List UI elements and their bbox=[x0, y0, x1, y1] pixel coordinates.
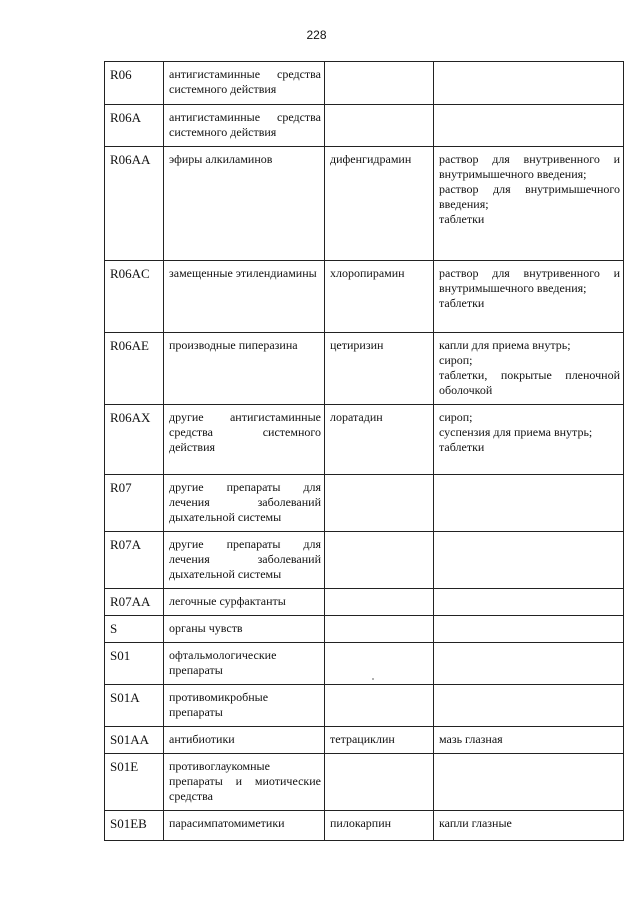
atc-group-cell: другие препараты для лечения заболеваний дыхательной системы bbox=[164, 475, 325, 532]
atc-group-cell: эфиры алкиламинов bbox=[164, 147, 325, 261]
atc-code-cell: R07AA bbox=[105, 589, 164, 616]
drug-name-cell: цетиризин bbox=[325, 333, 434, 405]
atc-code-cell: S01A bbox=[105, 685, 164, 727]
table-row bbox=[105, 62, 624, 105]
table-row bbox=[105, 405, 624, 475]
dosage-forms-cell bbox=[434, 685, 624, 727]
dosage-forms-cell bbox=[434, 105, 624, 147]
atc-group-cell: другие антигистаминные средства системного действия bbox=[164, 405, 325, 475]
drug-name-cell bbox=[325, 475, 434, 532]
atc-table-body bbox=[105, 62, 624, 841]
table-row bbox=[105, 475, 624, 532]
dosage-forms-cell bbox=[434, 616, 624, 643]
dosage-forms-cell bbox=[434, 62, 624, 105]
atc-code-cell: S bbox=[105, 616, 164, 643]
atc-group-cell: противомикробные препараты bbox=[164, 685, 325, 727]
dosage-form-line: мазь глазная bbox=[439, 732, 503, 746]
atc-code-cell: R06AC bbox=[105, 261, 164, 333]
drug-name-cell: лоратадин bbox=[325, 405, 434, 475]
atc-code-cell: S01EB bbox=[105, 811, 164, 841]
atc-group-cell: производные пиперазина bbox=[164, 333, 325, 405]
table-row bbox=[105, 616, 624, 643]
dosage-forms-cell bbox=[434, 405, 624, 475]
dosage-form-line: таблетки bbox=[439, 212, 485, 226]
dosage-forms-cell bbox=[434, 475, 624, 532]
table-row bbox=[105, 727, 624, 754]
dosage-form-line: капли глазные bbox=[439, 816, 512, 830]
drug-name-cell bbox=[325, 105, 434, 147]
dosage-form-line: раствор для внутримышечного введения; bbox=[439, 182, 620, 211]
dosage-forms-cell bbox=[434, 643, 624, 685]
atc-code-cell: R06AX bbox=[105, 405, 164, 475]
dosage-forms-cell bbox=[434, 261, 624, 333]
atc-code-cell: R07A bbox=[105, 532, 164, 589]
drug-name-cell: дифенгидрамин bbox=[325, 147, 434, 261]
dosage-forms-cell bbox=[434, 589, 624, 616]
atc-group-cell: легочные сурфактанты bbox=[164, 589, 325, 616]
atc-group-cell: замещенные этилендиамины bbox=[164, 261, 325, 333]
table-row bbox=[105, 105, 624, 147]
dosage-forms-cell bbox=[434, 754, 624, 811]
dosage-form-line: раствор для внутривенного и внутримышечного введения; bbox=[439, 152, 620, 181]
atc-group-cell: парасимпатомиметики bbox=[164, 811, 325, 841]
atc-code-cell: R06 bbox=[105, 62, 164, 105]
atc-code-cell: R07 bbox=[105, 475, 164, 532]
atc-group-cell: органы чувств bbox=[164, 616, 325, 643]
dosage-forms-cell bbox=[434, 727, 624, 754]
atc-code-cell: S01 bbox=[105, 643, 164, 685]
dosage-forms-cell bbox=[434, 147, 624, 261]
dosage-form-line: суспензия для приема внутрь; bbox=[439, 425, 593, 439]
scan-speck bbox=[372, 678, 374, 680]
atc-code-cell: S01AA bbox=[105, 727, 164, 754]
atc-code-cell: S01E bbox=[105, 754, 164, 811]
atc-drug-table bbox=[104, 61, 624, 841]
atc-group-cell: противоглаукомные препараты и миотические средства bbox=[164, 754, 325, 811]
drug-name-cell: тетрациклин bbox=[325, 727, 434, 754]
table-row bbox=[105, 261, 624, 333]
dosage-form-line: сироп; bbox=[439, 353, 473, 367]
dosage-form-line: капли для приема внутрь; bbox=[439, 338, 571, 352]
dosage-form-line: таблетки bbox=[439, 440, 485, 454]
drug-name-cell bbox=[325, 616, 434, 643]
table-row bbox=[105, 643, 624, 685]
atc-code-cell: R06AE bbox=[105, 333, 164, 405]
atc-group-cell: офтальмологические препараты bbox=[164, 643, 325, 685]
table-row bbox=[105, 333, 624, 405]
dosage-form-line: таблетки, покрытые пленочной оболочкой bbox=[439, 368, 620, 397]
atc-code-cell: R06AA bbox=[105, 147, 164, 261]
table-row bbox=[105, 685, 624, 727]
drug-name-cell bbox=[325, 685, 434, 727]
table-row bbox=[105, 754, 624, 811]
dosage-form-line: раствор для внутривенного и внутримышечного введения; bbox=[439, 266, 620, 295]
table-row bbox=[105, 811, 624, 841]
table-row bbox=[105, 147, 624, 261]
drug-name-cell bbox=[325, 643, 434, 685]
atc-group-cell: антибиотики bbox=[164, 727, 325, 754]
atc-group-cell: антигистаминные средства системного действия bbox=[164, 62, 325, 105]
table-row bbox=[105, 532, 624, 589]
atc-group-cell: антигистаминные средства системного действия bbox=[164, 105, 325, 147]
dosage-forms-cell bbox=[434, 532, 624, 589]
dosage-form-line: сироп; bbox=[439, 410, 473, 424]
drug-name-cell bbox=[325, 532, 434, 589]
atc-group-cell: другие препараты для лечения заболеваний дыхательной системы bbox=[164, 532, 325, 589]
dosage-form-line: таблетки bbox=[439, 296, 485, 310]
dosage-forms-cell bbox=[434, 811, 624, 841]
dosage-forms-cell bbox=[434, 333, 624, 405]
page-number: 228 bbox=[306, 28, 327, 42]
table-row bbox=[105, 589, 624, 616]
drug-name-cell bbox=[325, 62, 434, 105]
drug-name-cell: пилокарпин bbox=[325, 811, 434, 841]
drug-name-cell bbox=[325, 754, 434, 811]
drug-name-cell: хлоропирамин bbox=[325, 261, 434, 333]
drug-name-cell bbox=[325, 589, 434, 616]
atc-code-cell: R06A bbox=[105, 105, 164, 147]
